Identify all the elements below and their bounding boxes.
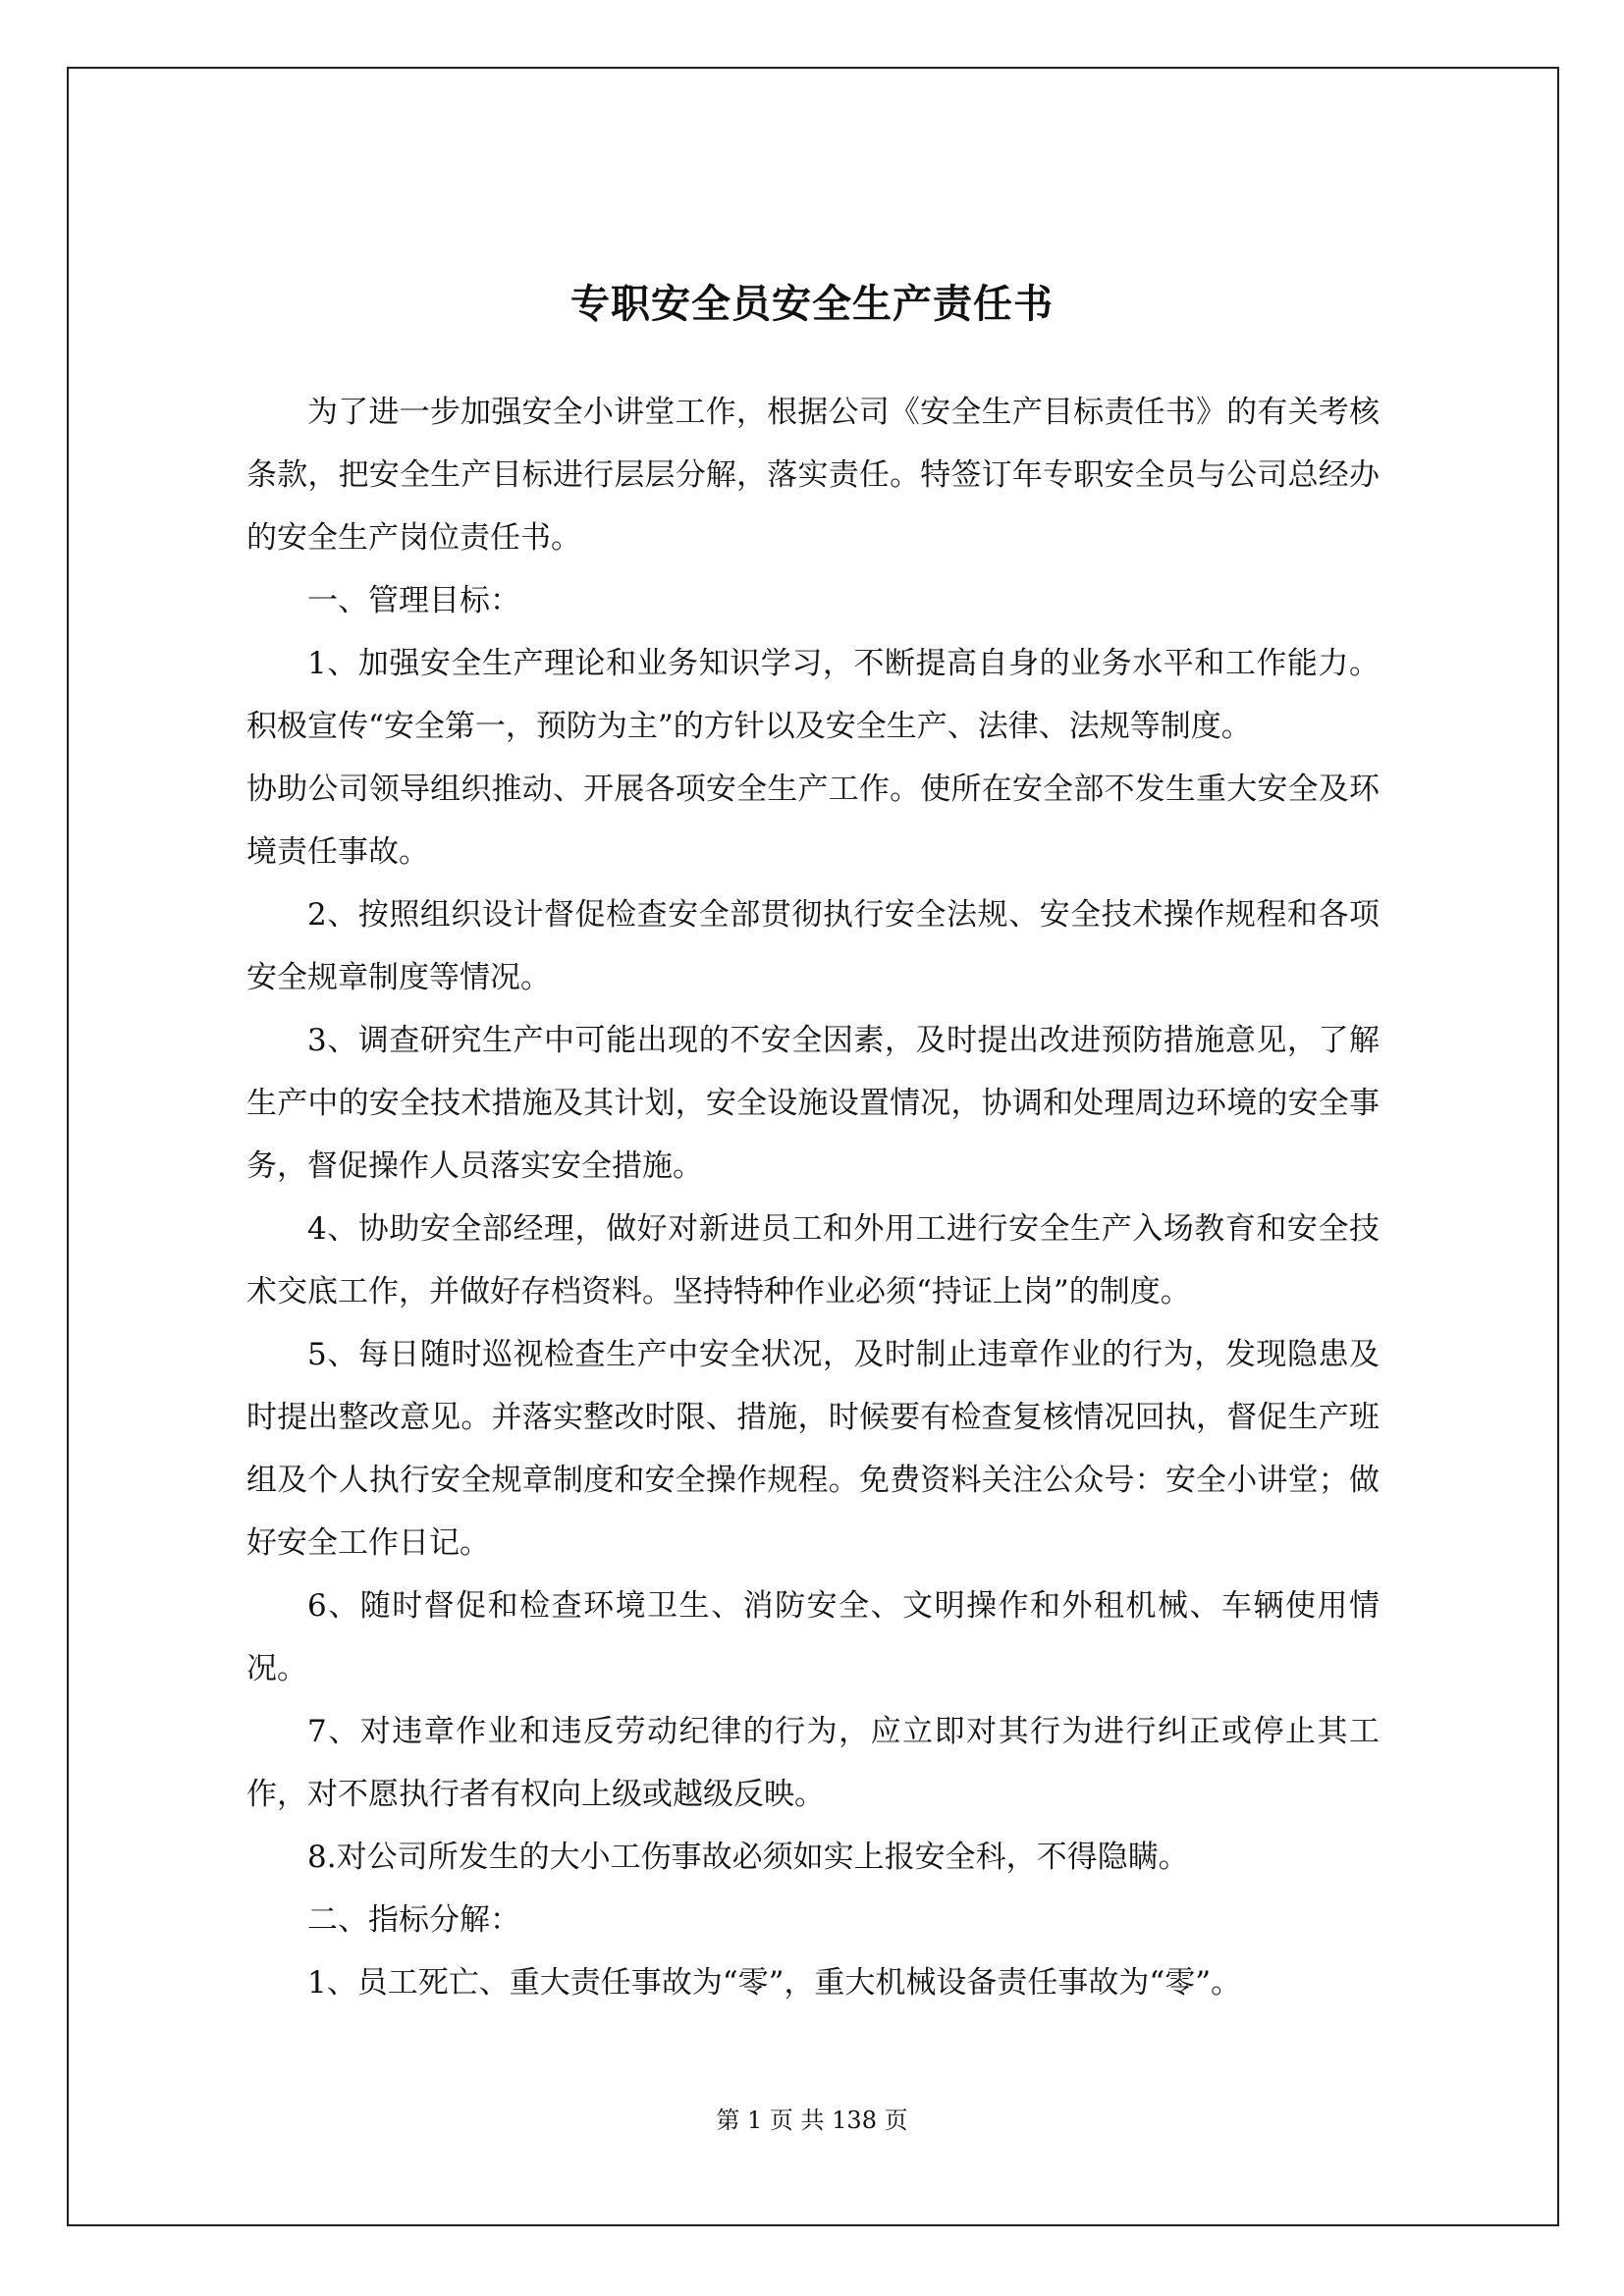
paragraph-indicator-1: 1、员工死亡、重大责任事故为“零”，重大机械设备责任事故为“零”。 xyxy=(307,1965,1242,2001)
paragraph-intro: 为了进一步加强安全小讲堂工作，根据公司《安全生产目标责任书》的有关考核条款，把安全生产目标进行层层分解，落实责任。特签订年专职安全员与公司总经办的安全生产岗位责任书。 xyxy=(246,395,1380,556)
paragraph-item-7: 7、对违章作业和违反劳动纪律的行为，应立即对其行为进行纠正或停止其工作，对不愿执行者有权向上级或越级反映。 xyxy=(246,1714,1380,1812)
paragraph-item-1: 1、加强安全生产理论和业务知识学习，不断提高自身的业务水平和工作能力。积极宣传“安全第一，预防为主”的方针以及安全生产、法律、法规等制度。 xyxy=(246,646,1380,744)
paragraph-item-6: 6、随时督促和检查环境卫生、消防安全、文明操作和外租机械、车辆使用情况。 xyxy=(246,1588,1380,1686)
paragraph-item-8: 8.对公司所发生的大小工伤事故必须如实上报安全科，不得隐瞒。 xyxy=(307,1840,1189,1875)
paragraph-item-5: 5、每日随时巡视检查生产中安全状况，及时制止违章作业的行为，发现隐患及时提出整改意见。并落实整改时限、措施，时候要有检查复核情况回执，督促生产班组及个人执行安全规章制度和安全操作规程。免费资料关注公众号：安全小讲堂；做好安全工作日记。 xyxy=(246,1337,1380,1561)
section-heading-indicator-breakdown: 二、指标分解： xyxy=(307,1902,520,1938)
paragraph-item-1-continued: 协助公司领导组织推动、开展各项安全生产工作。使所在安全部不发生重大安全及环境责任事故。 xyxy=(246,772,1380,870)
document-title: 专职安全员安全生产责任书 xyxy=(570,281,1054,327)
paragraph-item-2: 2、按照组织设计督促检查安全部贯彻执行安全法规、安全技术操作规程和各项安全规章制度等情况。 xyxy=(246,897,1380,995)
page-number-footer: 第 1 页 共 138 页 xyxy=(716,2107,908,2134)
document-body xyxy=(246,381,1380,2014)
section-heading-management-goals: 一、管理目标： xyxy=(307,583,520,618)
paragraph-item-3: 3、调查研究生产中可能出现的不安全因素，及时提出改进预防措施意见，了解生产中的安全技术措施及其计划，安全设施设置情况，协调和处理周边环境的安全事务，督促操作人员落实安全措施。 xyxy=(246,1023,1380,1184)
paragraph-item-4: 4、协助安全部经理，做好对新进员工和外用工进行安全生产入场教育和安全技术交底工作，并做好存档资料。坚持特种作业必须“持证上岗”的制度。 xyxy=(246,1211,1380,1309)
